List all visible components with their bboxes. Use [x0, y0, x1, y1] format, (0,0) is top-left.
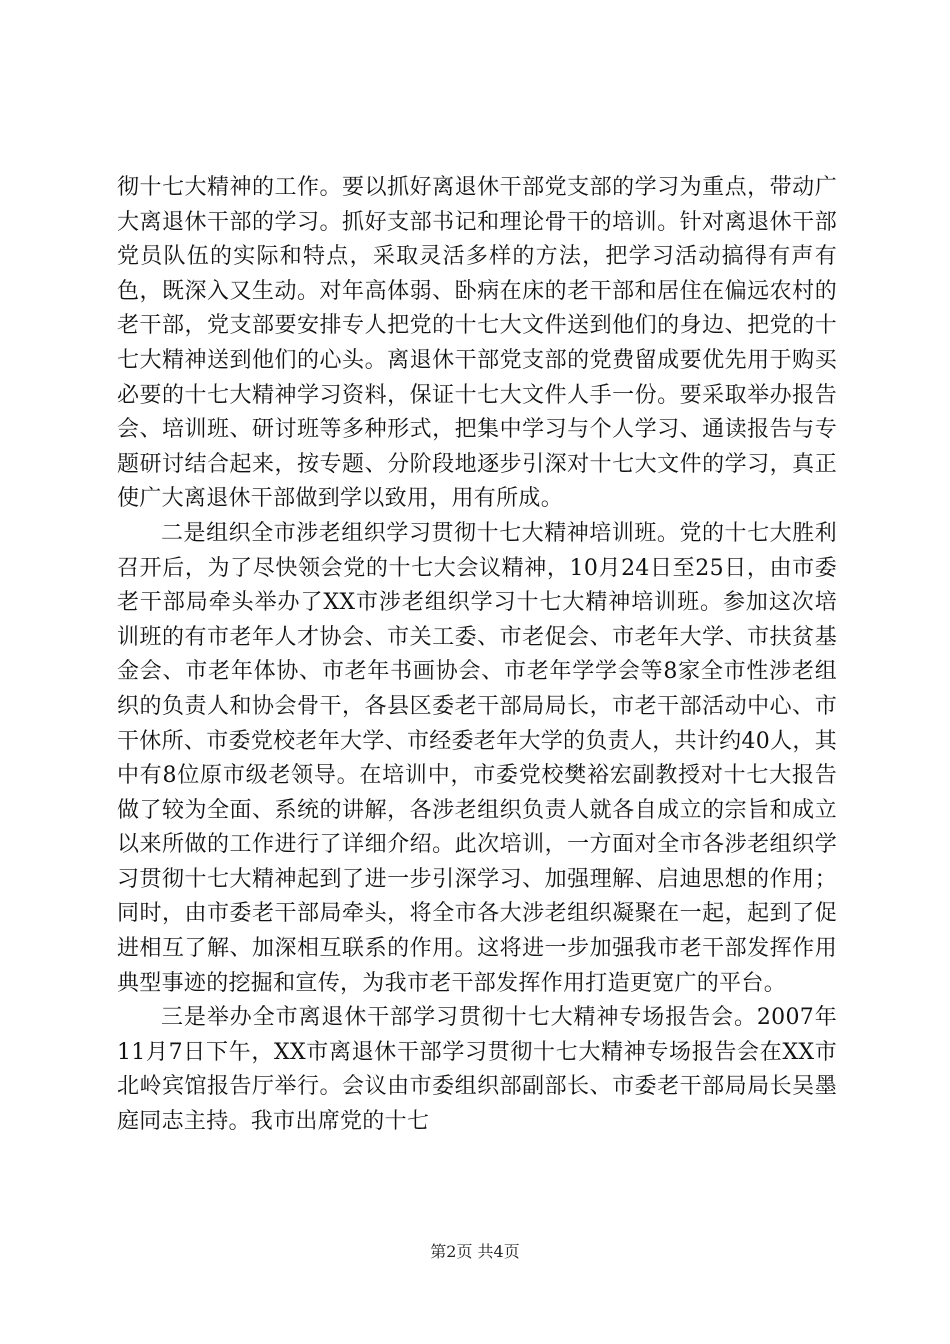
paragraph-training-class: 二是组织全市涉老组织学习贯彻十七大精神培训班。党的十七大胜利召开后，为了尽快领会党的十七大会议精神，10月24日至25日，由市委老干部局牵头举办了XX市涉老组织学习十七大精神培训班。参加这次培训班的有市老年人才协会、市关工委、市老促会、市老年大学、市扶贫基金会、市老年体协、市老年书画协会、市老年学学会等8家全市性涉老组织的负责人和协会骨干，各县区委老干部局局长，市老干部活动中心、市干休所、市委党校老年大学、市经委老年大学的负责人，共计约40人，其中有8位原市级老领导。在培训中，市委党校樊裕宏副教授对十七大报告做了较为全面、系统的讲解，各涉老组织负责人就各自成立的宗旨和成立以来所做的工作进行了详细介绍。此次培训，一方面对全市各涉老组织学习贯彻十七大精神起到了进一步引深学习、加强理解、启迪思想的作用；同时，由市委老干部局牵头，将全市各大涉老组织凝聚在一起，起到了促进相互了解、加深相互联系的作用。这将进一步加强我市老干部发挥作用典型事迹的挖掘和宣传，为我市老干部发挥作用打造更宽广的平台。	[117, 520, 837, 996]
document-body	[117, 171, 837, 1140]
paragraph-report-meeting: 三是举办全市离退休干部学习贯彻十七大精神专场报告会。2007年11月7日下午，XX市离退休干部学习贯彻十七大精神专场报告会在XX市北岭宾馆报告厅举行。会议由市委组织部副部长、市委老干部局局长吴墨庭同志主持。我市出席党的十七	[117, 1005, 837, 1135]
page-footer	[0, 1242, 950, 1262]
page-number: 第2页 共4页	[430, 1242, 520, 1261]
paragraph-continuation: 彻十七大精神的工作。要以抓好离退休干部党支部的学习为重点，带动广大离退休干部的学习。抓好支部书记和理论骨干的培训。针对离退休干部党员队伍的实际和特点，采取灵活多样的方法，把学习活动搞得有声有色，既深入又生动。对年高体弱、卧病在床的老干部和居住在偏远农村的老干部，党支部要安排专人把党的十七大文件送到他们的身边、把党的十七大精神送到他们的心头。离退休干部党支部的党费留成要优先用于购买必要的十七大精神学习资料，保证十七大文件人手一份。要采取举办报告会、培训班、研讨班等多种形式，把集中学习与个人学习、通读报告与专题研讨结合起来，按专题、分阶段地逐步引深对十七大文件的学习，真正使广大离退休干部做到学以致用，用有所成。	[117, 175, 837, 512]
